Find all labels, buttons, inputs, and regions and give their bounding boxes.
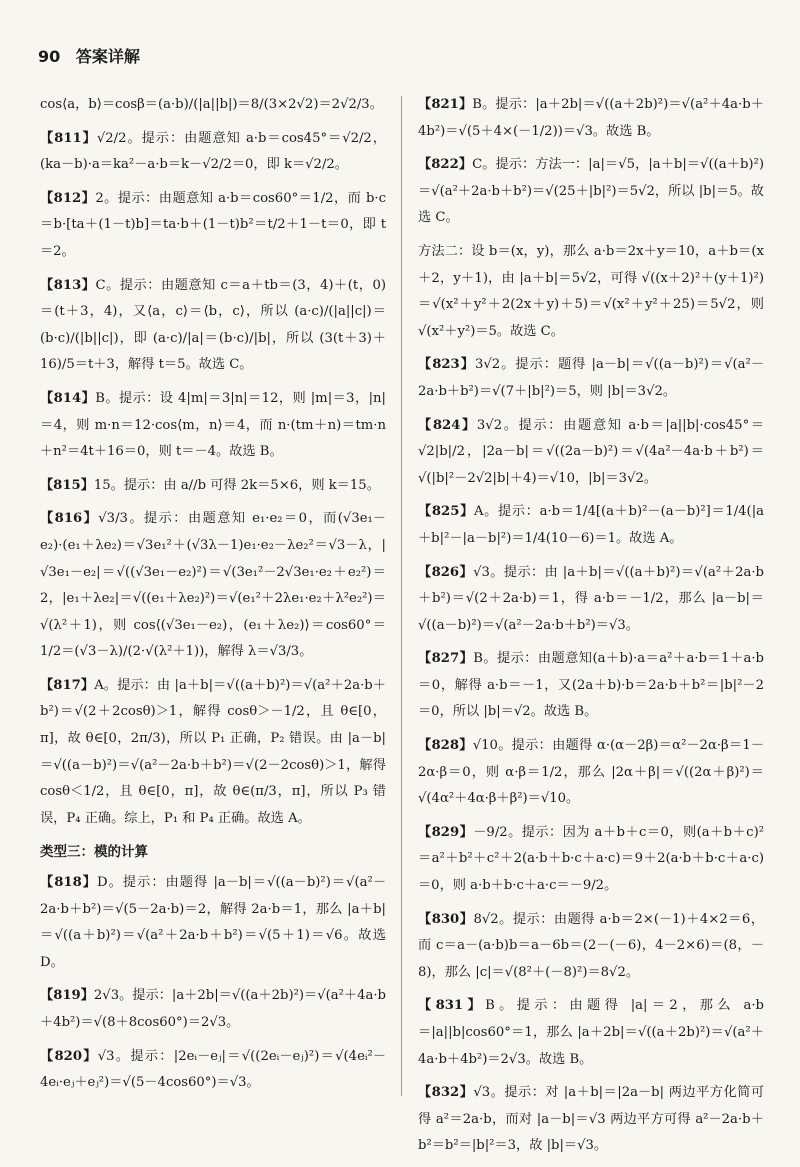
answer-text: 2√3。提示：|a＋2b|＝√((a＋2b)²)＝√(a²＋4a·b＋4b²)＝√(8＋8cos60°)＝2√3。: [40, 988, 386, 1030]
answer-entry: [418, 1080, 764, 1160]
answer-entry: [418, 820, 764, 900]
text-block: [418, 239, 764, 345]
answer-entry: [418, 152, 764, 232]
answer-text: A。提示：a·b＝1/4[(a＋b)²－(a－b)²]＝1/4(|a＋b|²－|a－b|²)＝1/4(10－6)＝1。故选 A。: [418, 504, 765, 546]
page-number: 90: [38, 47, 61, 66]
answer-number: 【815】: [40, 477, 94, 493]
answer-text: √3。提示：对 |a＋b|＝|2a－b| 两边平方化简可得 a²＝2a·b，而对 |a－b|＝√3 两边平方可得 a²－2a·b＋b²＝b²＝|b|²＝3，故 |b|＝√3。: [418, 1085, 765, 1154]
answer-number: 【814】: [40, 390, 96, 406]
answer-text: B。提示：|a＋2b|＝√((a＋2b)²)＝√(a²＋4a·b＋4b²)＝√(5＋4×(－1/2))＝√3。故选 B。: [418, 97, 764, 139]
answer-text: √2/2。提示：由题意知 a·b＝cos45°＝√2/2，(ka－b)·a＝ka²－a·b＝k－√2/2＝0，即 k＝√2/2。: [40, 130, 386, 173]
answer-text: C。提示：方法一：|a|＝√5，|a＋b|＝√((a＋b)²)＝√(a²＋2a·b＋b²)＝√(25＋|b|²)＝5√2，所以 |b|＝5。故选 C。: [418, 157, 764, 226]
answer-text: 方法二：设 b＝(x，y)，那么 a·b＝2x＋y＝10，a＋b＝(x＋2，y＋1)，由 |a＋b|＝5√2，可得 √((x＋2)²＋(y＋1)²)＝√(x²＋y²＋2(2x＋y)＋5)＝√(x²＋y²＋25)＝5√2，则 √(x²＋y²)＝5。故选 C。: [418, 243, 764, 339]
answer-text: √3。提示：由 |a＋b|＝√((a＋b)²)＝√(a²＋2a·b＋b²)＝√(2＋2a·b)＝1，得 a·b＝－1/2，那么 |a－b|＝√((a－b)²)＝√(a²－2a·b＋b²)＝√3。: [418, 564, 764, 633]
answer-entry: [40, 126, 386, 179]
answer-number: 【811】: [40, 130, 97, 146]
answer-entry: [40, 870, 386, 976]
answer-number: 【812】: [40, 190, 96, 206]
answer-text: 2。提示：由题意知 a·b＝cos60°＝1/2，而 b·c＝b·[ta＋(1－t)b]＝ta·b＋(1－t)b²＝t/2＋1－t＝0，即 t＝2。: [40, 190, 386, 259]
answer-entry: [40, 473, 386, 500]
answer-number: 【831】: [418, 998, 486, 1014]
answer-entry: [418, 993, 764, 1073]
answer-text: －9/2。提示：因为 a＋b＋c＝0，则(a＋b＋c)²＝a²＋b²＋c²＋2(a·b＋b·c＋a·c)＝9＋2(a·b＋b·c＋a·c)＝0，则 a·b＋b·c＋a·c＝－9/2。: [418, 824, 765, 894]
answer-number: 【819】: [40, 988, 94, 1004]
answer-entry: [40, 983, 386, 1036]
answer-text: √3。提示：|2eᵢ－eⱼ|＝√((2eᵢ－eⱼ)²)＝√(4eᵢ²－4eᵢ·eⱼ＋eⱼ²)＝√(5－4cos60°)＝√3。: [40, 1048, 386, 1091]
answer-text: √3/3。提示：由题意知 e₁·e₂＝0，而(√3e₁－e₂)·(e₁＋λe₂)＝√3e₁²＋(√3λ－1)e₁·e₂－λe₂²＝√3－λ，|√3e₁－e₂|＝√((√3e₁－e₂)²)＝√(3e₁²－2√3e₁·e₂＋e₂²)＝2，|e₁＋λe₂|＝√((e₁＋λe₂)²)＝√(e₁²＋2λe₁·e₂＋λ²e₂²)＝√(λ²＋1)，则 cos⟨(√3e₁－e₂)，(e₁＋λe₂)⟩＝cos60°＝1/2＝(√3－λ)/(2·√(λ²＋1))，解得 λ＝√3/3。: [40, 511, 386, 660]
answer-entry: [418, 646, 764, 726]
answer-text: C。提示：由题意知 c＝a＋tb＝(3，4)＋(t，0)＝(t＋3，4)，又⟨a，c⟩＝⟨b，c⟩，所以 (a·c)/(|a||c|)＝(b·c)/(|b||c|)，即 (a·c)/|a|＝(b·c)/|b|，所以 (3(t＋3)＋16)/5＝t＋3，解得 t＝5。故选 C。: [40, 277, 386, 373]
page-title: 答案详解: [75, 47, 140, 66]
answer-number: 【820】: [40, 1048, 98, 1064]
answer-entry: [40, 506, 386, 666]
answer-number: 【821】: [418, 97, 473, 112]
answer-text: 3√2。提示：题得 |a－b|＝√((a－b)²)＝√(a²－2a·b＋b²)＝√(7＋|b|²)＝5，则 |b|＝3√2。: [418, 357, 765, 399]
column-divider: [401, 96, 402, 1096]
answer-entry: [418, 560, 764, 640]
left-column: [40, 92, 386, 1104]
answer-text: D。提示：由题得 |a－b|＝√((a－b)²)＝√(a²－2a·b＋b²)＝√(5－2a·b)＝2，解得 2a·b＝1，那么 |a＋b|＝√((a＋b)²)＝√(a²＋2a·b＋b²)＝√(5＋1)＝√6。故选 D。: [40, 875, 387, 970]
answer-number: 【825】: [418, 504, 474, 520]
answer-number: 【830】: [418, 911, 474, 927]
right-column: [418, 92, 764, 1167]
answer-entry: [40, 673, 386, 833]
answer-entry: [418, 352, 764, 405]
answer-text: 3√2。提示：由题意知 a·b＝|a||b|·cos45°＝√2|b|/2，|2a－b|＝√((2a－b)²)＝√(4a²－4a·b＋b²)＝√(|b|²－2√2|b|＋4)＝√10，|b|＝3√2。: [418, 417, 765, 486]
answer-number: 【826】: [418, 564, 474, 580]
answer-text: 15。提示：由 a//b 可得 2k＝5×6，则 k＝15。: [93, 477, 380, 493]
answer-number: 【827】: [418, 651, 474, 667]
answer-entry: [40, 186, 386, 266]
text-block: [40, 92, 386, 119]
answer-entry: [40, 386, 386, 466]
answer-entry: [40, 273, 386, 379]
answer-entry: [418, 92, 764, 145]
answer-number: 【813】: [40, 277, 96, 293]
answer-entry: [40, 1044, 386, 1097]
answer-number: 【818】: [40, 875, 98, 891]
answer-entry: [418, 907, 764, 987]
answer-text: A。提示：由 |a＋b|＝√((a＋b)²)＝√(a²＋2a·b＋b²)＝√(2＋2cosθ)＞1，解得 cosθ＞－1/2，且 θ∈[0，π]，故 θ∈[0，2π/3)，所以 P₁ 正确，P₂ 错误。由 |a－b|＝√((a－b)²)＝√(a²－2a·b＋b²)＝√(2－2cosθ)＞1，解得 cosθ＜1/2，且 θ∈[0，π]，故 θ∈(π/3，π]，所以 P₃ 错误，P₄ 正确。综上，P₁ 和 P₄ 正确。故选 A。: [40, 677, 386, 826]
answer-entry: [418, 499, 764, 552]
answer-entry: [418, 413, 764, 493]
answer-text: 8√2。提示：由题得 a·b＝2×(－1)＋4×2＝6，而 c＝a－(a·b)b＝a－6b＝(2－(－6)，4－2×6)＝(8，－8)，那么 |c|＝√(8²＋(－8)²)＝8√2。: [418, 911, 765, 980]
answer-text: cos⟨a，b⟩＝cosβ＝(a·b)/(|a||b|)＝8/(3×2√2)＝2√2/3。: [40, 97, 383, 112]
answer-entry: [418, 733, 764, 813]
answer-number: 【829】: [418, 824, 474, 840]
page-header: [38, 44, 140, 67]
answer-text: B。提示：由题得 |a|＝2，那么 a·b＝|a||b|cos60°＝1，那么 |a＋2b|＝√((a＋2b)²)＝√(a²＋4a·b＋4b²)＝2√3。故选 B。: [418, 998, 764, 1067]
answer-text: B。提示：设 4|m|＝3|n|＝12，则 |m|＝3，|n|＝4，则 m·n＝12·cos⟨m，n⟩＝4，而 n·(tm＋n)＝tm·n＋n²＝4t＋16＝0，则 t＝－4。故选 B。: [40, 390, 386, 460]
answer-number: 【817】: [40, 677, 95, 693]
answer-number: 【816】: [40, 511, 99, 527]
answer-number: 【832】: [418, 1085, 474, 1101]
answer-text: √10。提示：由题得 α·(α－2β)＝α²－2α·β＝1－2α·β＝0，则 α·β＝1/2，那么 |2α＋β|＝√((2α＋β)²)＝√(4α²＋4α·β＋β²)＝√10。: [418, 738, 764, 807]
answer-number: 【822】: [418, 157, 473, 173]
answer-number: 【824】: [418, 417, 477, 433]
answer-number: 【828】: [418, 738, 473, 754]
answer-text: B。提示：由题意知(a＋b)·a＝a²＋a·b＝1＋a·b＝0，解得 a·b＝－1，又(2a＋b)·b＝2a·b＋b²＝|b|²－2＝0，所以 |b|＝√2。故选 B。: [418, 651, 765, 720]
answer-number: 【823】: [418, 357, 475, 373]
section-heading: 类型三：模的计算: [40, 844, 148, 861]
